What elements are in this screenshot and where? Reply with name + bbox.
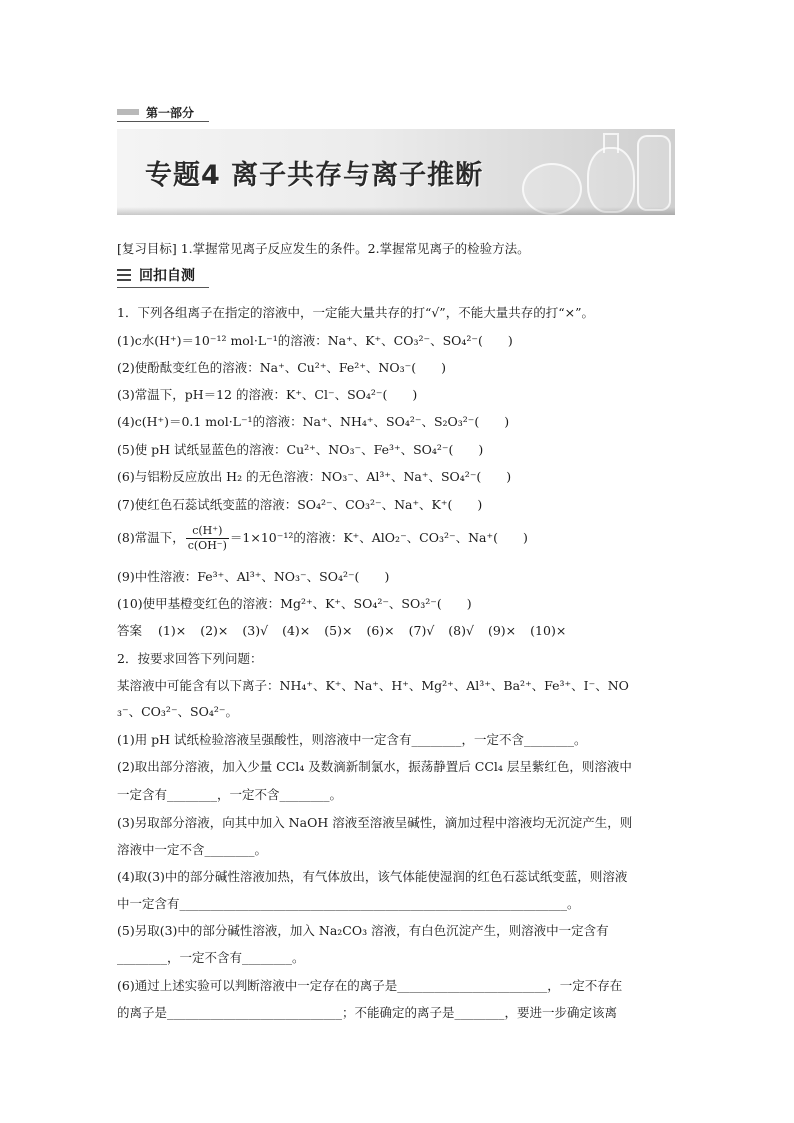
q1-item-3: (3)常温下，pH＝12 的溶液：K⁺、Cl⁻、SO₄²⁻( ) [117, 387, 418, 402]
q2-line: (5)另取(3)中的部分碱性溶液，加入 Na₂CO₃ 溶液，有白色沉淀产生，则溶液中一定含有 [117, 923, 609, 938]
banner-shadow [117, 207, 675, 215]
q2-line: (1)用 pH 试纸检验溶液呈强酸性，则溶液中一定含有________，一定不含________。 [117, 732, 587, 747]
q2-line: (2)取出部分溶液，加入少量 CCl₄ 及数滴新制氯水，振荡静置后 CCl₄ 层呈紫红色，则溶液中 [117, 759, 632, 774]
answer-item: (6)× [366, 623, 395, 638]
q1-answer [117, 622, 580, 640]
q1-item-2: (2)使酚酞变红色的溶液：Na⁺、Cu²⁺、Fe²⁺、NO₃⁻( ) [117, 360, 446, 375]
q1-item-4: (4)c(H⁺)＝0.1 mol·L⁻¹的溶液：Na⁺、NH₄⁺、SO₄²⁻、S₂O₃²⁻( ) [117, 414, 510, 429]
q2-line: ₃⁻、CO₃²⁻、SO₄²⁻。 [117, 704, 238, 719]
review-heading-label: 回扣自测 [139, 268, 195, 284]
q2-line: 的离子是____________________________；不能确定的离子是________，要进一步确定该离 [117, 1005, 618, 1020]
page-title: 专题4 离子共存与离子推断 [145, 160, 484, 191]
q1-prompt: 1．下列各组离子在指定的溶液中，一定能大量共存的打“√”，不能大量共存的打“×”。 [117, 305, 594, 320]
q1-item-10: (10)使甲基橙变红色的溶液：Mg²⁺、K⁺、SO₄²⁻、SO₃²⁻( ) [117, 596, 472, 611]
section-label [117, 102, 194, 122]
section-text: 第一部分 [146, 105, 195, 120]
fraction-numerator: c(H⁺) [186, 524, 229, 539]
answer-item: (8)√ [448, 623, 474, 638]
q1-item-8 [117, 524, 528, 553]
answer-item: (4)× [282, 623, 311, 638]
list-icon [117, 269, 131, 281]
q2-line: (6)通过上述实验可以判断溶液中一定存在的离子是________________________，一定不存在 [117, 978, 623, 993]
q2-line: 一定含有________，一定不含________。 [117, 787, 343, 802]
answer-item: (1)× [158, 623, 187, 638]
q2-line: 溶液中一定不含________。 [117, 842, 268, 857]
fraction-denominator: c(OH⁻) [187, 539, 227, 552]
q1-item-8-suffix: ＝1×10⁻¹²的溶液：K⁺、AlO₂⁻、CO₃²⁻、Na⁺( ) [229, 530, 528, 545]
review-divider [117, 287, 209, 288]
section-bar-icon [117, 109, 139, 115]
section-divider [117, 121, 209, 122]
title-banner [117, 129, 675, 215]
answer-item: (5)× [324, 623, 353, 638]
q2-line: 2．按要求回答下列问题： [117, 651, 263, 666]
q2-line: ________，一定不含有________。 [117, 950, 305, 965]
answer-item: (7)√ [408, 623, 435, 638]
q1-item-5: (5)使 pH 试纸显蓝色的溶液：Cu²⁺、NO₃⁻、Fe³⁺、SO₄²⁻( ) [117, 442, 484, 457]
flask-icon [587, 147, 635, 213]
answer-item: (10)× [530, 623, 567, 638]
q1-item-8-prefix: (8)常温下， [117, 530, 185, 545]
review-heading [117, 263, 195, 287]
review-goals: [复习目标] 1.掌握常见离子反应发生的条件。2.掌握常见离子的检验方法。 [117, 241, 530, 256]
answer-item: (3)√ [242, 623, 269, 638]
fraction [186, 524, 229, 553]
q1-item-1: (1)c水(H⁺)＝10⁻¹² mol·L⁻¹的溶液：Na⁺、K⁺、CO₃²⁻、SO₄²⁻( ) [117, 333, 513, 348]
answer-item: (9)× [487, 623, 517, 638]
flask-neck-icon [603, 133, 619, 153]
test-tube-icon [637, 135, 671, 211]
q2-line: 某溶液中可能含有以下离子：NH₄⁺、K⁺、Na⁺、H⁺、Mg²⁺、Al³⁺、Ba²⁺、Fe³⁺、I⁻、NO [117, 678, 629, 693]
q2-line: (3)另取部分溶液，向其中加入 NaOH 溶液至溶液呈碱性，滴加过程中溶液均无沉淀产生，则 [117, 815, 633, 830]
q1-item-7: (7)使红色石蕊试纸变蓝的溶液：SO₄²⁻、CO₃²⁻、Na⁺、K⁺( ) [117, 497, 483, 512]
answer-item: (2)× [200, 623, 229, 638]
q2-line: (4)取(3)中的部分碱性溶液加热，有气体放出，该气体能使湿润的红色石蕊试纸变蓝，则溶液 [117, 869, 628, 884]
q2-line: 中一定含有______________________________________________________________。 [117, 896, 580, 911]
q1-item-9: (9)中性溶液：Fe³⁺、Al³⁺、NO₃⁻、SO₄²⁻( ) [117, 569, 390, 584]
answer-label: 答案 [117, 623, 143, 638]
q1-item-6: (6)与铝粉反应放出 H₂ 的无色溶液：NO₃⁻、Al³⁺、Na⁺、SO₄²⁻( ) [117, 469, 512, 484]
